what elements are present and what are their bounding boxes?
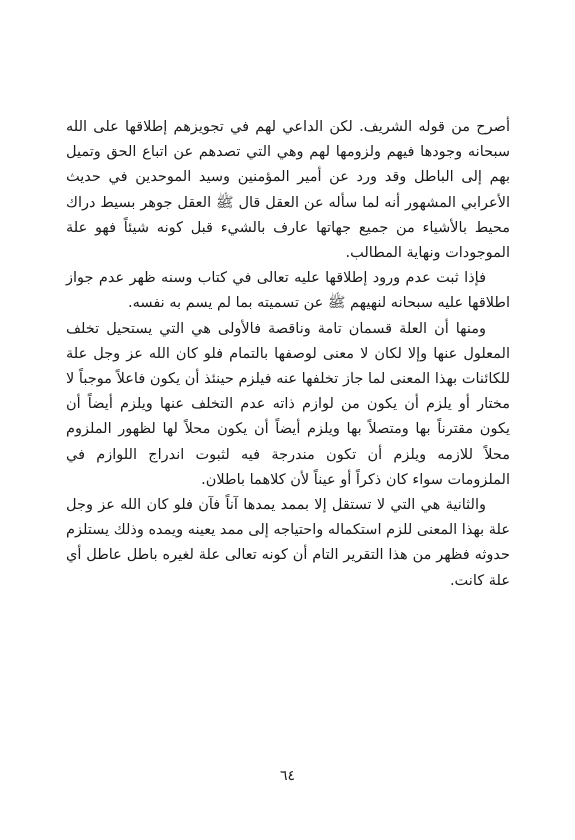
paragraph-2: فإذا ثبت عدم ورود إطلاقها عليه تعالى في كتاب وسنه ظهر عدم جواز اطلاقها عليه سبحانه لنهيهم ﷺ عن تسميته بما لم يسم به نفسه. — [66, 270, 510, 312]
paragraph-1: أصرح من قوله الشريف. لكن الداعي لهم في تجويزهم إطلاقها على الله سبحانه وجودها فيهم ولزومها لهم وهي التي تصدهم عن اتباع الحق وتميل بهم إلى الباطل وقد ورد عن أمير المؤمنين وسيد الموحدين في حديث الأعرابي المشهور أنه لما سأله عن العقل قال ﷺ العقل جوهر بسيط دراك محيط بالأشياء من جميع جهاتها عارف بالشيء قبل كونه شيئاً فهو علة الموجودات ونهاية المطالب. — [66, 119, 510, 262]
page-number: ٦٤ — [279, 768, 296, 784]
paragraph-3: ومنها أن العلة قسمان تامة وناقصة فالأولى هي التي يستحيل تخلف المعلول عنها وإلا لكان لا معنى لوصفها بالتمام فلو كان الله عز وجل علة للكائنات بهذا المعنى لما جاز تخلفها عنه فيلزم حينئذ أن يكون فاعلاً موجباً لا مختار أو يلزم أن يكون من لوازم ذاته عدم التخلف عنها ويلزم أيضاً أن يكون مقترناً بها ومتصلاً بها ويلزم أيضاً أن يكون محلاً لها لظهور الملزوم محلاً للازمه ويلزم أن تكون مندرجة فيه لثبوت اندراج اللوازم في الملزومات سواء كان ذكراً أو عيناً لأن كلاهما باطلان. — [66, 320, 510, 488]
paragraph-4: والثانية هي التي لا تستقل إلا بممد يمدها آناً فآن فلو كان الله عز وجل علة بهذا المعنى للزم استكماله واحتياجه إلى ممد يعينه ويمده وذلك يستلزم حدوثه فظهر من هذا التقرير التام أن كونه تعالى علة لغيره باطل عاطل أي علة كانت. — [66, 497, 510, 589]
body-text — [66, 115, 510, 594]
